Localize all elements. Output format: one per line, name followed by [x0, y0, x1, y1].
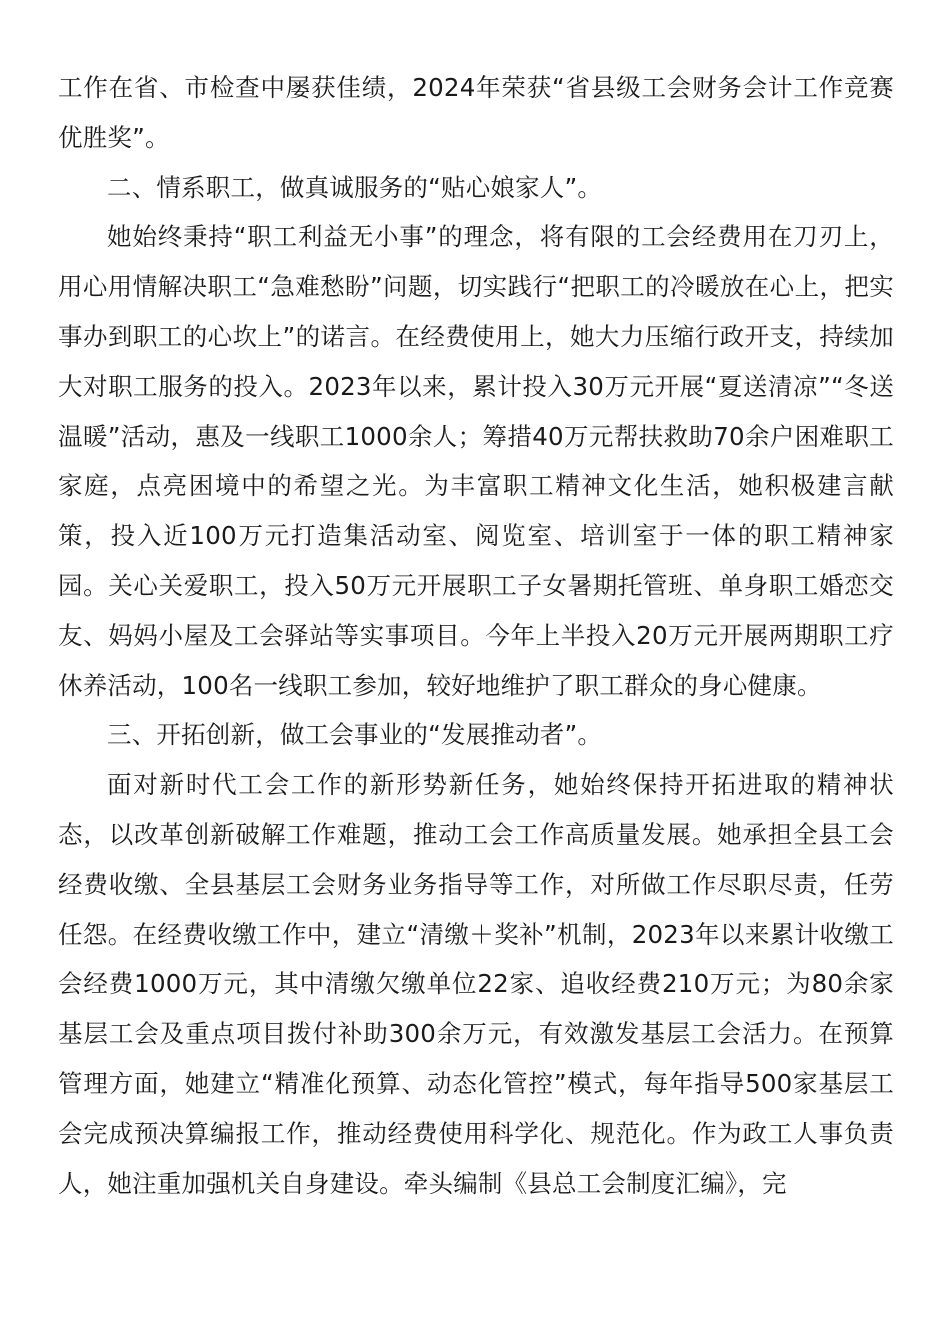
document-body	[58, 63, 894, 1208]
section-heading-2: 二、情系职工，做真诚服务的“贴心娘家人”。	[107, 172, 603, 202]
paragraph-section-3: 面对新时代工会工作的新形势新任务，她始终保持开拓进取的精神状态，以改革创新破解工作难题，推动工会工作高质量发展。她承担全县工会经费收缴、全县基层工会财务业务指导等工作，对所做工作尽职尽责，任劳任怨。在经费收缴工作中，建立“清缴＋奖补”机制，2023年以来累计收缴工会经费1000万元，其中清缴欠缴单位22家、追收经费210万元；为80余家基层工会及重点项目拨付补助300余万元，有效激发基层工会活力。在预算管理方面，她建立“精准化预算、动态化管控”模式，每年指导500家基层工会完成预决算编报工作，推动经费使用科学化、规范化。作为政工人事负责人，她注重加强机关自身建设。牵头编制《县总工会制度汇编》，完	[58, 770, 894, 1198]
paragraph-section-2: 她始终秉持“职工利益无小事”的理念，将有限的工会经费用在刀刃上，用心用情解决职工“急难愁盼”问题，切实践行“把职工的冷暖放在心上，把实事办到职工的心坎上”的诺言。在经费使用上，她大力压缩行政开支，持续加大对职工服务的投入。2023年以来，累计投入30万元开展“夏送清凉”“冬送温暖”活动，惠及一线职工1000余人；筹措40万元帮扶救助70余户困难职工家庭，点亮困境中的希望之光。为丰富职工精神文化生活，她积极建言献策，投入近100万元打造集活动室、阅览室、培训室于一体的职工精神家园。关心关爱职工，投入50万元开展职工子女暑期托管班、单身职工婚恋交友、妈妈小屋及工会驿站等实事项目。今年上半投入20万元开展两期职工疗休养活动，100名一线职工参加，较好地维护了职工群众的身心健康。	[58, 222, 894, 700]
paragraph-continuation: 工作在省、市检查中屡获佳绩，2024年荣获“省县级工会财务会计工作竞赛优胜奖”。	[58, 73, 894, 152]
section-heading-3: 三、开拓创新，做工会事业的“发展推动者”。	[107, 720, 603, 750]
